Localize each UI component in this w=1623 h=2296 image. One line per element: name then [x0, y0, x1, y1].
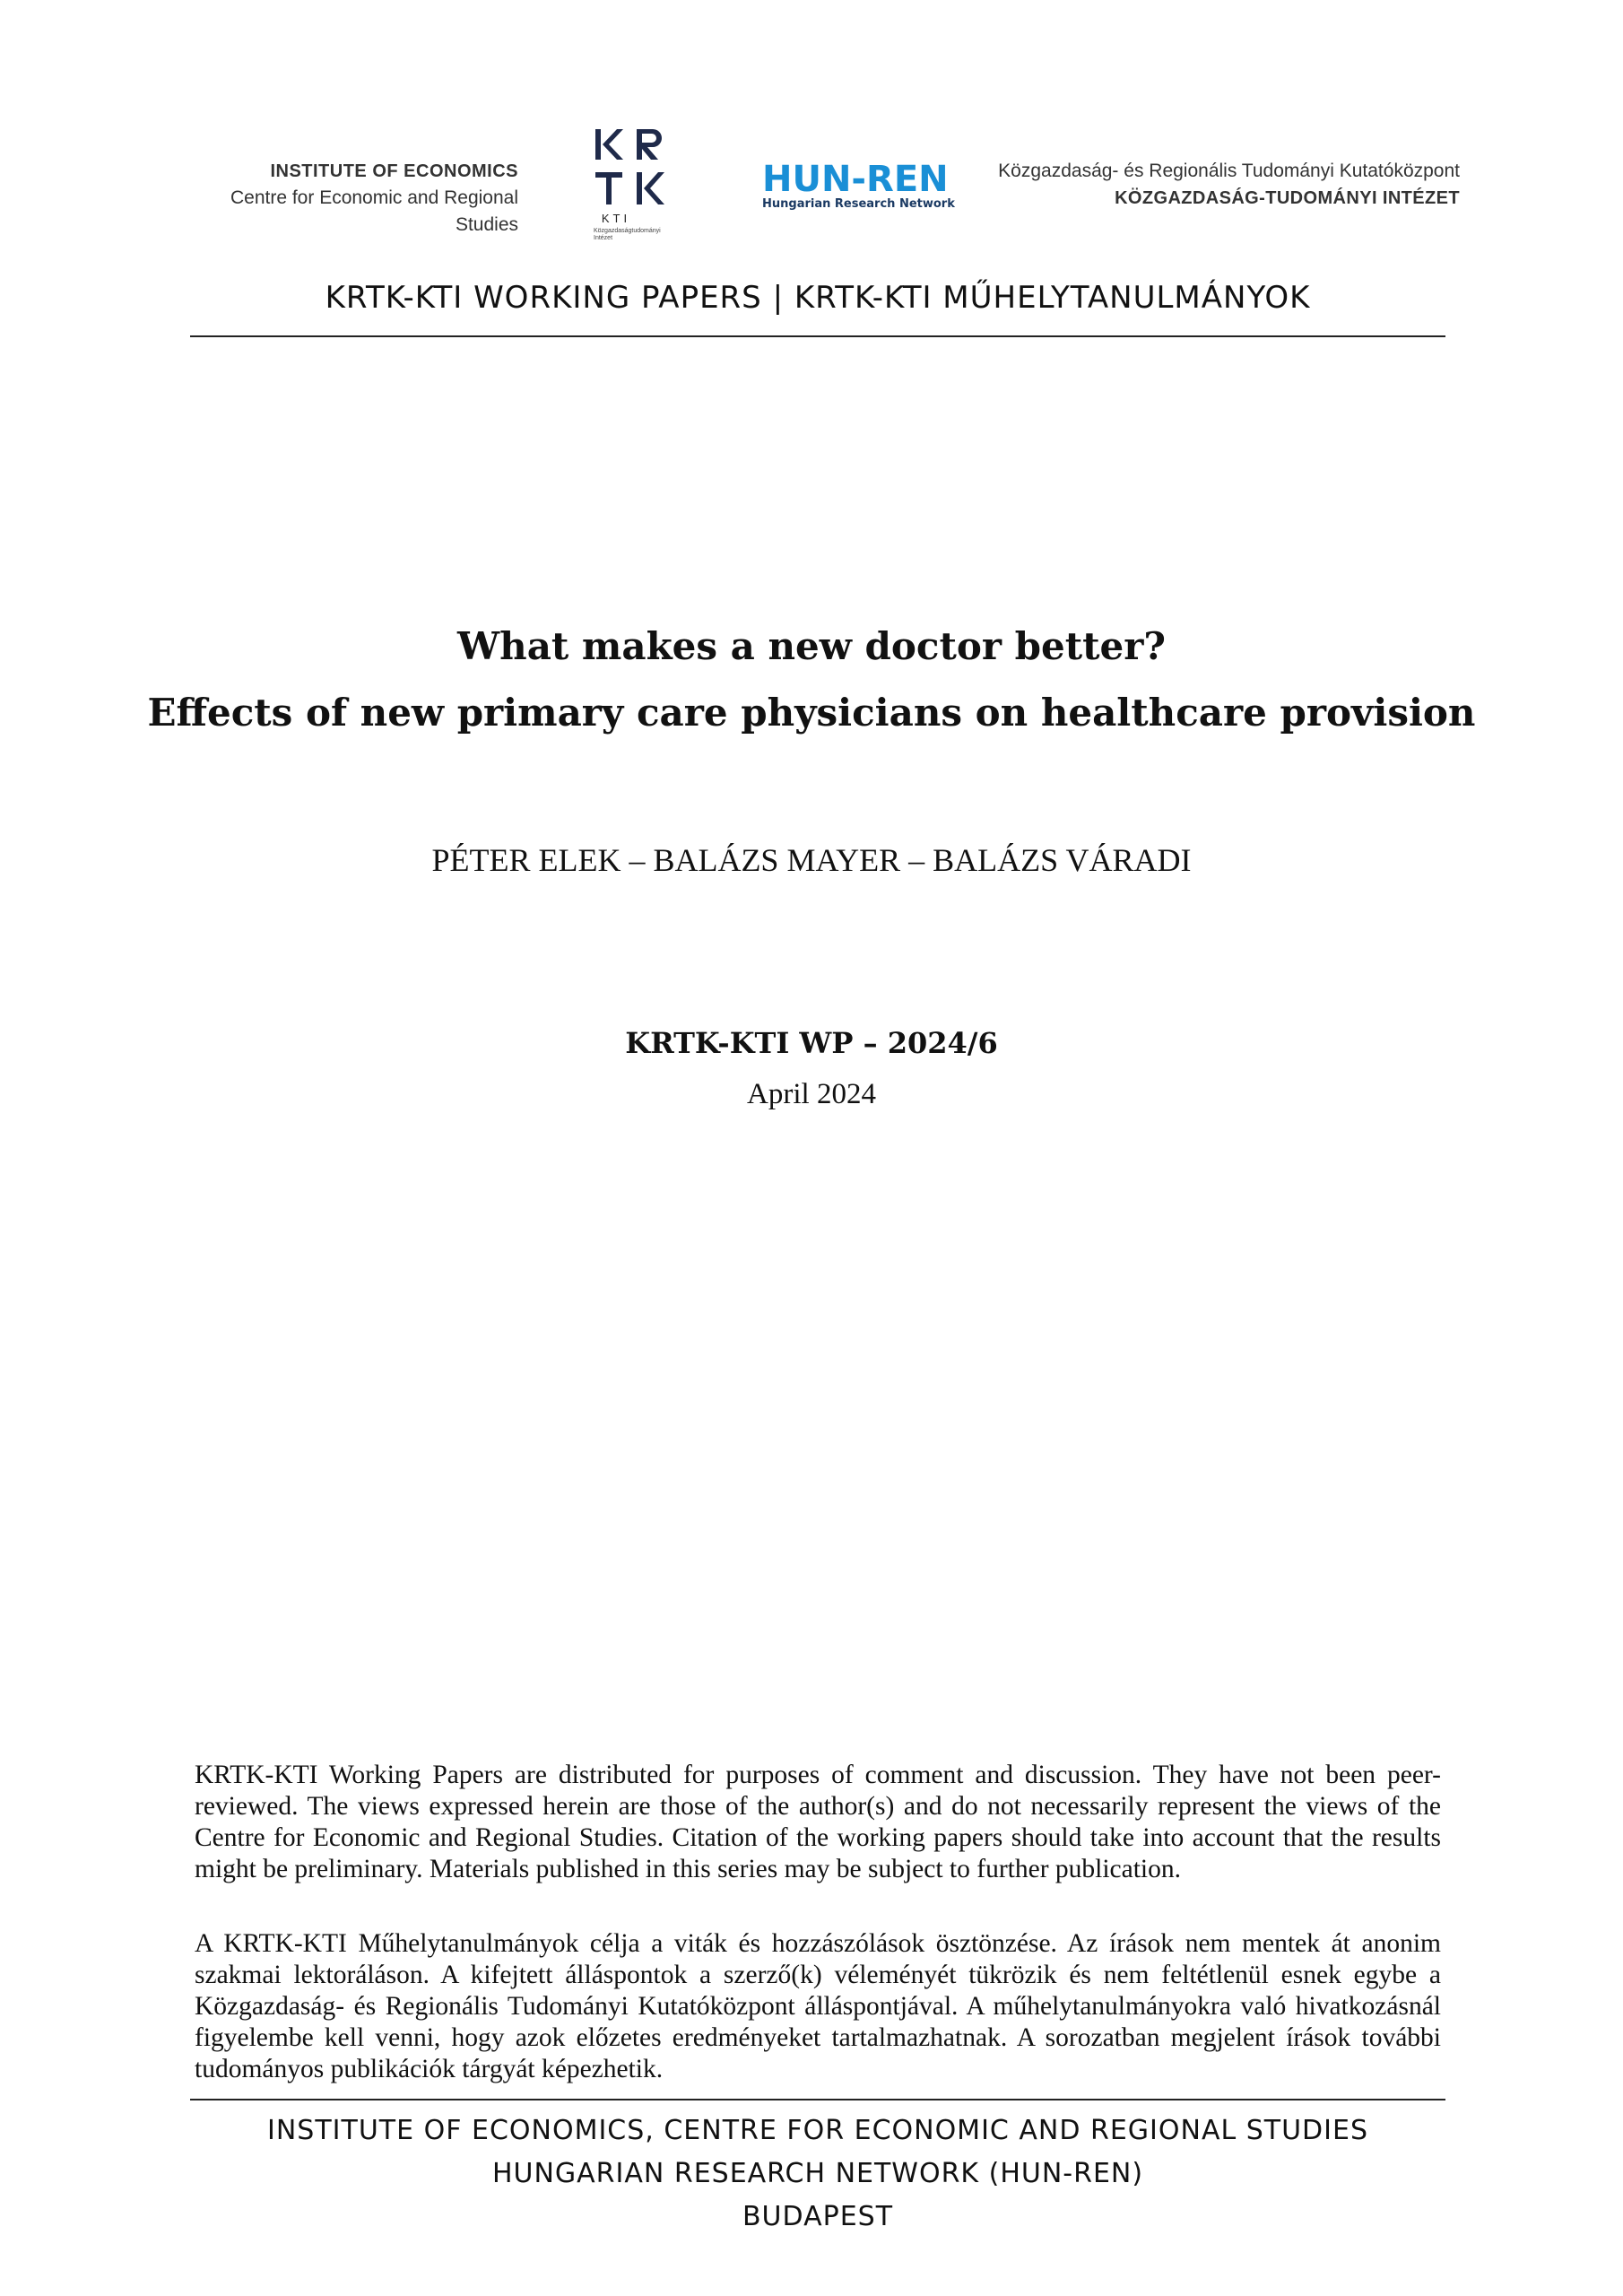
- krtk-sub-text: [594, 228, 683, 242]
- krtk-mark-icon: [594, 126, 692, 212]
- krtk-kti-logo: [594, 126, 692, 248]
- institute-logo-line1: INSTITUTE OF ECONOMICS: [270, 161, 518, 181]
- authors: PÉTER ELEK – BALÁZS MAYER – BALÁZS VÁRADI: [431, 842, 1192, 878]
- kti-hungarian-logo: [986, 158, 1460, 212]
- footer-divider: [190, 2099, 1445, 2100]
- paper-title-line1: What makes a new doctor better?: [456, 624, 1167, 668]
- disclaimer-english: KRTK-KTI Working Papers are distributed for purposes of comment and discussion. They have not been peer-reviewed. The views expressed herein are those of the author(s) and do not necessarily represent the views of the Centre for Economic and Regional Studies. Citation of the working papers should take into account that the results might be preliminary. Materials published in this series may be subject to further publication.: [195, 1761, 1441, 1883]
- series-header: KRTK-KTI WORKING PAPERS | KRTK-KTI MŰHELYTANULMÁNYOK: [325, 280, 1311, 316]
- krtk-sub-line1: Közgazdaságtudományi: [594, 228, 661, 234]
- kti-logo-line1: Közgazdaság- és Regionális Tudományi Kutatóközpont: [998, 161, 1460, 181]
- footer-institute: INSTITUTE OF ECONOMICS, CENTRE FOR ECONOMIC AND REGIONAL STUDIES: [266, 2115, 1368, 2146]
- krtk-kti-text: KTI: [601, 212, 631, 225]
- kti-logo-line2: KÖZGAZDASÁG-TUDOMÁNYI INTÉZET: [1115, 188, 1460, 208]
- footer-city: BUDAPEST: [742, 2201, 894, 2232]
- hun-ren-name: HUN-REN: [762, 159, 949, 200]
- paper-title-line2: Effects of new primary care physicians on healthcare provision: [147, 691, 1476, 735]
- publication-date: April 2024: [747, 1078, 876, 1110]
- disclaimer-hungarian: A KRTK-KTI Műhelytanulmányok célja a viták és hozzászólások ösztönzése. Az írások nem mentek át anonim szakmai lektoráláson. A kifejtett álláspontok a szerző(k) véleményét tükrözik és nem feltétlenül esnek egybe a Közgazdaság- és Regionális Tudományi Kutatóközpont álláspontjával. A műhelytanulmányokra való hivatkozásnál figyelembe kell venni, hogy azok előzetes eredményeket tartalmazhatnak. A sorozatban megjelent írások további tudományos publikációk tárgyát képezhetik.: [195, 1929, 1441, 2083]
- krtk-sub-line2: Intézet: [594, 235, 613, 241]
- institute-of-economics-logo: [178, 158, 518, 239]
- footer-network: HUNGARIAN RESEARCH NETWORK (HUN-REN): [491, 2158, 1144, 2189]
- header-divider: [190, 335, 1445, 337]
- institute-logo-line2: Centre for Economic and Regional Studies: [230, 187, 518, 235]
- working-paper-number: KRTK-KTI WP – 2024/6: [625, 1026, 998, 1060]
- hun-ren-network: Hungarian Research Network: [762, 197, 955, 211]
- hun-ren-logo: [762, 160, 959, 212]
